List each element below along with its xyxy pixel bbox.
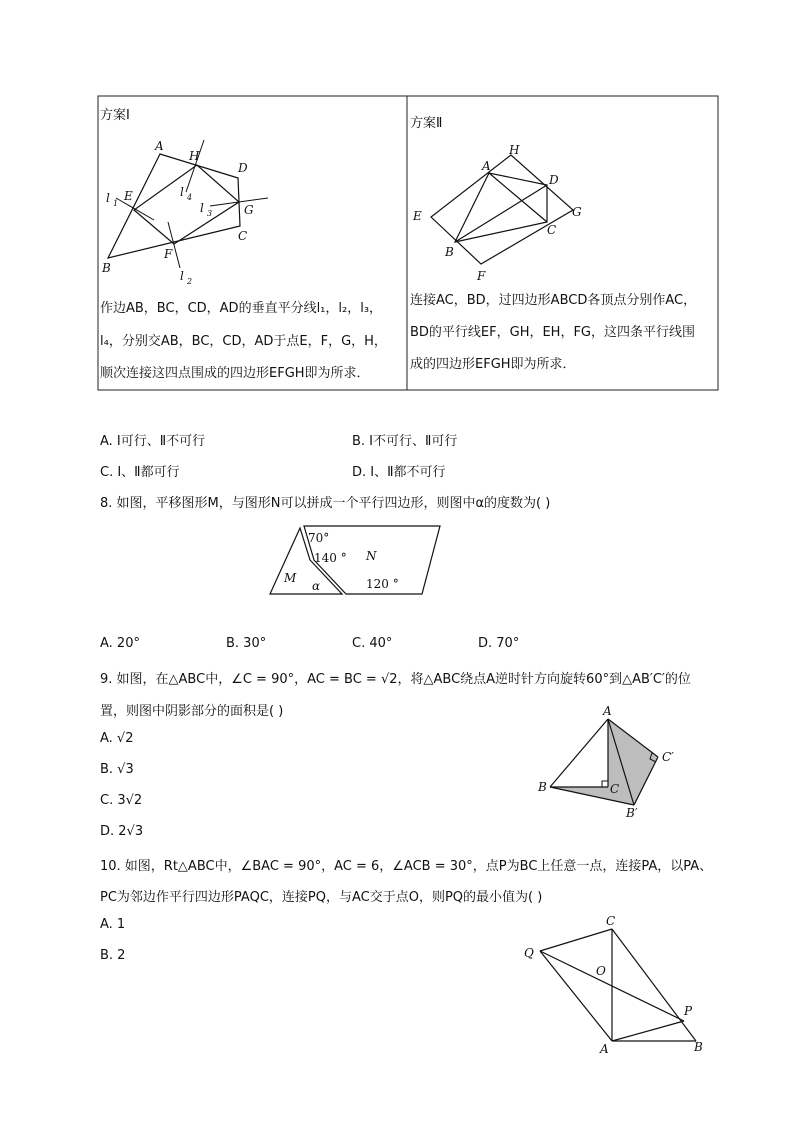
- q10-label-C: C: [606, 915, 616, 928]
- q9-stem-line1: 9. 如图，在△ABC中，∠C = 90°，AC = BC = √2，将△ABC绕点A逆时针方向旋转60°到△AB′C′的位: [100, 672, 691, 687]
- q9-label-B: B: [538, 780, 547, 794]
- q8-label-N: N: [366, 549, 377, 563]
- p2-label-D: D: [549, 173, 559, 187]
- q9-label-C: C: [610, 782, 620, 796]
- q8-option-b[interactable]: B. 30°: [226, 636, 267, 651]
- p2-label-B: B: [445, 245, 454, 259]
- q10-option-a[interactable]: A. 1: [100, 917, 126, 932]
- q10-figure: [520, 915, 720, 1055]
- p1-label-H: H: [189, 149, 200, 163]
- q7-option-a[interactable]: A. Ⅰ可行、Ⅱ不可行: [100, 434, 206, 449]
- q10-label-A: A: [600, 1042, 609, 1055]
- plan1-figure: [98, 130, 298, 290]
- p2-label-E: E: [413, 209, 422, 223]
- q8-option-c[interactable]: C. 40°: [352, 636, 393, 651]
- p2-label-C: C: [547, 223, 557, 237]
- q10-label-Q: Q: [524, 946, 534, 960]
- q9-option-d[interactable]: D. 2√3: [100, 824, 144, 839]
- p1-label-l2-sub: 2: [187, 277, 193, 286]
- plan1-title: 方案Ⅰ: [100, 108, 130, 123]
- q8-stem: 8. 如图，平移图形M，与图形N可以拼成一个平行四边形，则图中α的度数为( ): [100, 496, 551, 511]
- p2-label-A: A: [482, 159, 491, 173]
- p2-label-H: H: [509, 143, 520, 157]
- q9-option-b[interactable]: B. √3: [100, 762, 134, 777]
- plan1-line-3: 顺次连接这四点围成的四边形EFGH即为所求．: [100, 366, 370, 381]
- q8-label-140: 140 °: [314, 551, 347, 565]
- p1-label-B: B: [102, 261, 111, 275]
- p2-label-F: F: [477, 269, 486, 283]
- plan2-figure: [407, 140, 607, 290]
- q10-label-B: B: [694, 1040, 703, 1054]
- p1-label-A: A: [155, 139, 164, 153]
- p1-label-F: F: [164, 247, 173, 261]
- p1-label-l1-sub: 1: [113, 199, 119, 208]
- plan2-title: 方案Ⅱ: [410, 116, 443, 131]
- plan2-line-3: 成的四边形EFGH即为所求．: [410, 357, 576, 372]
- q7-option-c[interactable]: C. Ⅰ、Ⅱ都可行: [100, 465, 180, 480]
- p2-label-G: G: [572, 205, 582, 219]
- q9-label-A: A: [603, 705, 612, 718]
- q8-option-a[interactable]: A. 20°: [100, 636, 140, 651]
- p1-label-l3: l: [200, 201, 204, 215]
- q7-option-d[interactable]: D. Ⅰ、Ⅱ都不可行: [352, 465, 446, 480]
- p1-label-l2: l: [180, 269, 184, 283]
- q8-option-d[interactable]: D. 70°: [478, 636, 520, 651]
- q9-label-Cp: C′: [662, 750, 674, 764]
- p1-label-l4: l: [180, 185, 184, 199]
- plan2-line-2: BD的平行线EF，GH，EH，FG，这四条平行线围: [410, 325, 696, 340]
- q10-label-P: P: [684, 1004, 693, 1018]
- plan1-line-2: l₄，分别交AB，BC，CD，AD于点E，F，G，H，: [100, 334, 387, 349]
- q10-option-b[interactable]: B. 2: [100, 948, 126, 963]
- q10-label-O: O: [596, 964, 606, 978]
- plan1-line-1: 作边AB，BC，CD，AD的垂直平分线l₁，l₂，l₃，: [100, 301, 383, 316]
- q8-label-M: M: [284, 571, 297, 585]
- p1-label-G: G: [244, 203, 254, 217]
- q9-label-Bp: B′: [626, 806, 638, 820]
- q8-label-alpha: α: [312, 579, 321, 593]
- q7-option-b[interactable]: B. Ⅰ不可行、Ⅱ可行: [352, 434, 458, 449]
- plan2-line-1: 连接AC，BD，过四边形ABCD各顶点分别作AC，: [410, 293, 697, 308]
- q10-stem-line2: PC为邻边作平行四边形PAQC，连接PQ，与AC交于点O，则PQ的最小值为( ): [100, 890, 543, 905]
- q9-stem-line2: 置，则图中阴影部分的面积是( ): [100, 704, 284, 719]
- p1-label-E: E: [124, 189, 133, 203]
- q9-option-a[interactable]: A. √2: [100, 731, 134, 746]
- q9-figure: [530, 705, 700, 825]
- q8-label-70: 70°: [308, 531, 330, 545]
- q8-figure: [262, 520, 452, 600]
- p1-label-l4-sub: 4: [187, 193, 193, 202]
- p1-label-D: D: [238, 161, 248, 175]
- q8-label-120: 120 °: [366, 577, 399, 591]
- q10-stem-line1: 10. 如图，Rt△ABC中，∠BAC = 90°，AC = 6，∠ACB = 30°，点P为BC上任意一点，连接PA，以PA、: [100, 859, 713, 874]
- q9-option-c[interactable]: C. 3√2: [100, 793, 143, 808]
- p1-label-C: C: [238, 229, 248, 243]
- p1-label-l3-sub: 3: [207, 209, 213, 218]
- p1-label-l1: l: [106, 191, 110, 205]
